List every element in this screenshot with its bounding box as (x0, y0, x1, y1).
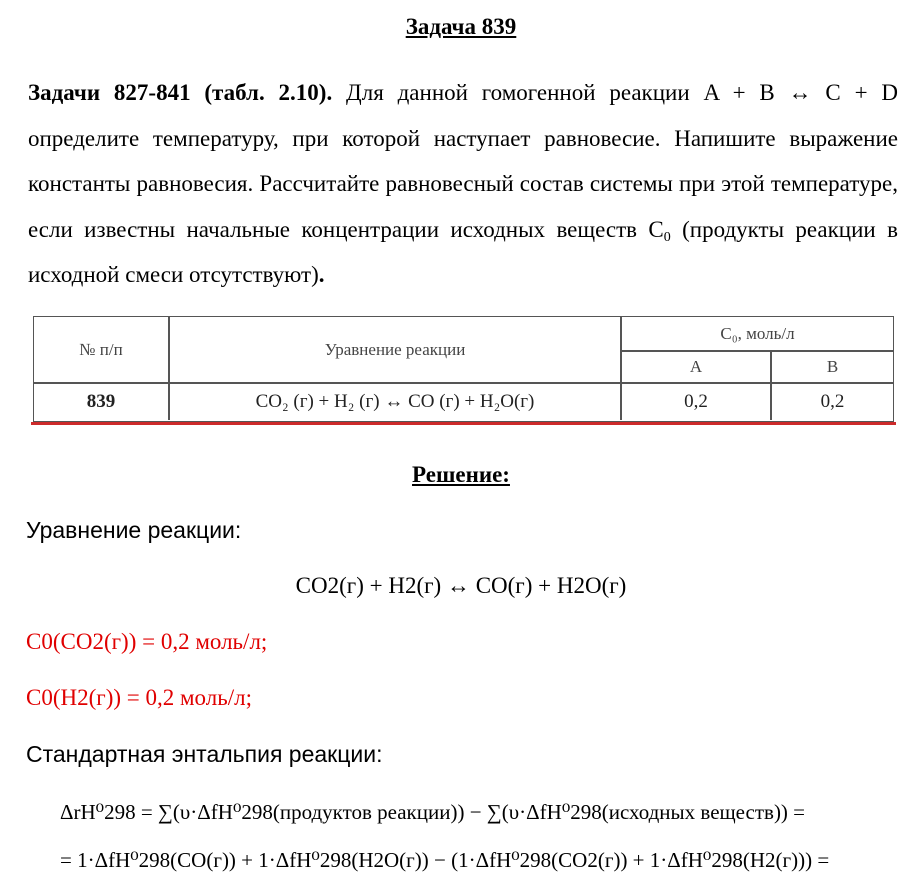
cell-num: 839 (86, 391, 116, 412)
enthalpy-formula-1: ΔrH⁰298 = ∑(υ·ΔfH⁰298(продуктов реакции)) − ∑(υ·ΔfH⁰298(исходных веществ)) = (60, 800, 806, 824)
solution-heading: Решение: (412, 462, 510, 487)
header-equation: Уравнение реакции (324, 339, 466, 359)
equation-label: Уравнение реакции: (26, 517, 242, 543)
cell-equation: CO₂ (г) + H₂ (г) ↔ CO (г) + H₂O(г) (255, 391, 535, 412)
cell-a: 0,2 (684, 391, 708, 412)
header-b: B (826, 357, 839, 376)
subscript-0: 0 (663, 229, 671, 245)
c0-h2-line: C0(H2(г)) = 0,2 моль/л; (26, 685, 252, 710)
problem-end: . (318, 262, 325, 287)
problem-ref: Задачи 827-841 (табл. 2.10). (28, 80, 333, 105)
table-underline (31, 422, 896, 425)
problem-statement (28, 70, 898, 298)
enthalpy-label: Стандартная энтальпия реакции: (26, 741, 383, 767)
page-title: Задача 839 (405, 14, 517, 39)
header-num: № п/п (79, 339, 123, 359)
header-c0: C₀, моль/л (720, 323, 795, 343)
enthalpy-formula-2: = 1·ΔfH⁰298(CO(г)) + 1·ΔfH⁰298(H2O(г)) − (1·ΔfH⁰298(CO2(г)) + 1·ΔfH⁰298(H2(г))) = (60, 848, 830, 872)
header-a: A (689, 357, 703, 376)
c0-co2-line: C0(CO2(г)) = 0,2 моль/л; (26, 629, 268, 654)
cell-b: 0,2 (820, 391, 845, 412)
problem-text-1: Для данной гомогенной реакции A + B ↔ C + D определите температуру, при которой наступает равновесие. Напишите выражение константы равновесия. Рассчитайте равновесный состав системы при этой температуре, если известны начальные концентрации исходных веществ C (28, 80, 898, 242)
problem-text-2: (продукты реакции в исходной смеси отсутствуют) (28, 216, 898, 287)
reaction-equation: CO2(г) + H2(г) ↔ CO(г) + H2O(г) (295, 573, 627, 598)
data-table (33, 316, 894, 422)
